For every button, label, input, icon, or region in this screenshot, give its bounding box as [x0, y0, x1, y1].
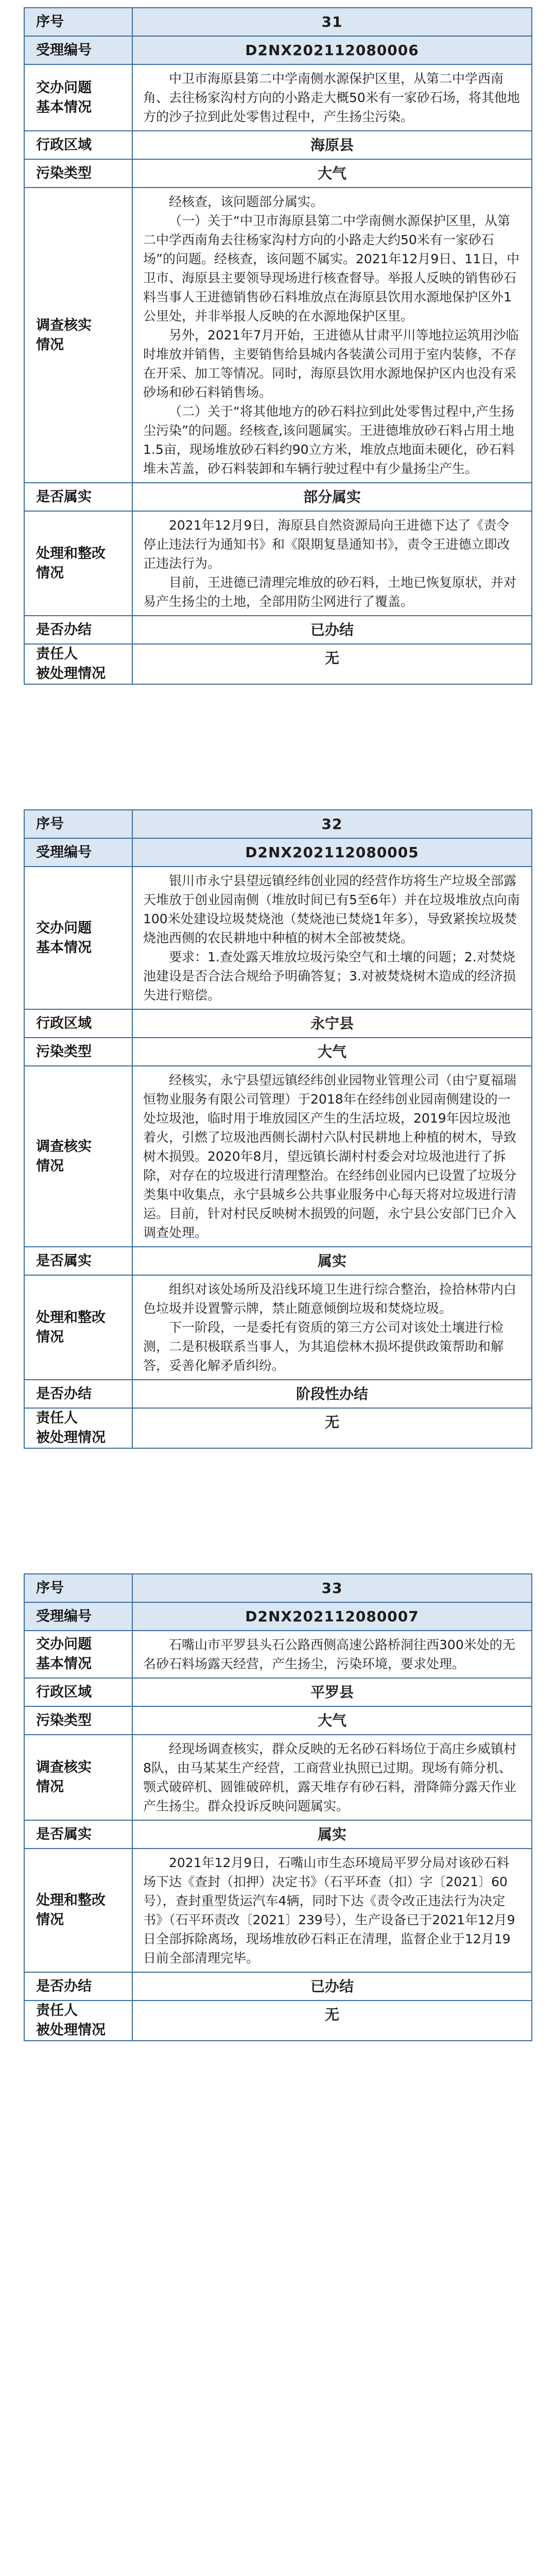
accept-no-row [25, 36, 531, 64]
investigation-value [133, 1066, 531, 1246]
handling-paragraph: 目前，王进德已清理完堆放的砂石料，土地已恢复原状，并对易产生扬尘的土地，全部用防尘网进行了覆盖。 [143, 575, 517, 609]
accountability-label: 责任人 被处理情况 [25, 1409, 133, 1448]
is_closed-value: 阶段性办结 [296, 1385, 368, 1402]
investigation-row [25, 1734, 531, 1820]
basic_info-label: 交办问题 基本情况 [25, 867, 133, 1009]
record-list [0, 7, 556, 2041]
investigation-label: 调查核实 情况 [25, 1066, 133, 1246]
basic-info-paragraph: 要求：1.查处露天堆放垃圾污染空气和土壤的问题；2.对焚烧池建设是否合法合规给予明确答复；3.对被焚烧树木造成的经济损失进行赔偿。 [143, 950, 516, 1003]
seq-value: 32 [133, 810, 531, 838]
basic-info-paragraph: 中卫市海原县第二中学南侧水源保护区里，从第二中学西南角、去往杨家沟村方向的小路走大概50米有一家砂石场，将其他地方的沙子拉到此处零售过程中，产生扬尘污染。 [143, 71, 520, 124]
is_closed-value: 已办结 [310, 1978, 354, 1995]
accountability-row [25, 643, 531, 684]
seq-row [25, 8, 531, 36]
pollution-value: 大气 [317, 1712, 346, 1729]
pollution-value: 大气 [317, 165, 346, 182]
region-label: 行政区域 [25, 1679, 133, 1706]
pollution-row [25, 1706, 531, 1734]
is_true-value: 部分属实 [303, 488, 361, 505]
handling-paragraph: 组织对该处场所及沿线环境卫生进行综合整治，捡拾林带内白色垃圾并设置警示牌，禁止随意倾倒垃圾和焚烧垃圾。 [143, 1282, 517, 1316]
accountability-value: 无 [324, 650, 339, 667]
record-card [24, 7, 532, 685]
accountability-label: 责任人 被处理情况 [25, 645, 133, 684]
region-row [25, 1009, 531, 1037]
handling-paragraph: 2021年12月9日，海原县自然资源局向王进德下达了《责令停止违法行为通知书》和《限期复垦通知书》，责令王进德立即改正违法行为。 [143, 518, 510, 571]
investigation-paragraph: （一）关于“中卫市海原县第二中学南侧水源保护区里，从第二中学西南角去往杨家沟村方向的小路走大约50米有一家砂石场”的问题。经核查，该问题不属实。2021年12月9日、11日，中卫市、海原县主要领导现场进行核查督导。举报人反映的销售砂石料当事人王进德销售砂石料堆放点在海原县饮用水源地保护区外1公里处，并非举报人反映的在水源地保护区里。 [143, 213, 520, 324]
region-value: 海原县 [310, 137, 354, 154]
handling-paragraph: 2021年12月9日，石嘴山市生态环境局平罗分局对该砂石料场下达《查封（扣押）决定书》（石平环查（扣）字〔2021〕60号），查封重型货运汽车4辆，同时下达《责令改正违法行为决定书》（石平环责改〔2021〕239号），生产设备已于2021年12月9日全部拆除离场，现场堆放砂石料正在清理，监督企业于12月19日前全部清理完毕。 [143, 1855, 515, 1965]
card-gap [0, 1480, 556, 1573]
basic-info-row [25, 866, 531, 1009]
pollution-label: 污染类型 [25, 1038, 133, 1065]
handling-paragraph: 下一阶段，一是委托有资质的第三方公司对该处土壤进行检测，二是积极联系当事人，为其追偿林木损坏提供政策帮助和解答，妥善化解矛盾纠纷。 [143, 1320, 504, 1373]
investigation-paragraph: （二）关于“将其他地方的砂石料拉到此处零售过程中,产生扬尘污染”的问题。经核查,该问题属实。王进德堆放砂石料占用土地1.5亩，现场堆放砂石料约90立方米，堆放点地面未硬化，砂石料堆未苫盖，砂石料装卸和车辆行驶过程中有少量扬尘产生。 [143, 404, 515, 476]
seq-label: 序号 [25, 1574, 133, 1602]
accountability-row [25, 1408, 531, 1448]
is_closed-label: 是否办结 [25, 1380, 133, 1408]
investigation-value [133, 188, 531, 482]
investigation-label: 调查核实 情况 [25, 1735, 133, 1820]
accountability-value: 无 [324, 2006, 339, 2023]
handling-value [133, 512, 531, 615]
basic-info-row [25, 64, 531, 130]
accept_no-value: D2NX202112080006 [133, 37, 531, 64]
basic-info-paragraph: 银川市永宁县望远镇经纬创业园的经营作坊将生产垃圾全部露天堆放于创业园南侧（堆放时间已有5至6年）并在垃圾堆放点向南100米处建设垃圾焚烧池（焚烧池已焚烧1年多），导致紧挨垃圾焚烧池西侧的农民耕地中种植的树木全部被焚烧。 [143, 873, 520, 945]
is-true-row [25, 482, 531, 511]
is-true-row [25, 1820, 531, 1848]
basic-info-paragraph: 石嘴山市平罗县头石公路西侧高速公路桥洞往西300米处的无名砂石料场露天经营，产生扬尘，污染环境，要求处理。 [143, 1637, 515, 1671]
basic_info-value [133, 867, 531, 1009]
seq-value: 33 [133, 1574, 531, 1602]
investigation-paragraph: 另外，2021年7月开始，王进德从甘肃平川等地拉运筑用沙临时堆放并销售，主要销售给县城内各装潢公司用于室内装修，不存在开采、加工等情况。同时，海原县饮用水源地保护区内也没有采砂场和砂石料销售场。 [143, 328, 519, 400]
handling-value [133, 1849, 531, 1972]
seq-row [25, 810, 531, 838]
handling-label: 处理和整改 情况 [25, 512, 133, 615]
handling-label: 处理和整改 情况 [25, 1849, 133, 1972]
handling-row [25, 1275, 531, 1379]
accept-no-row [25, 1602, 531, 1630]
is_true-label: 是否属实 [25, 1821, 133, 1848]
is_closed-value: 已办结 [310, 621, 354, 638]
investigation-row [25, 187, 531, 482]
accountability-label: 责任人 被处理情况 [25, 2001, 133, 2040]
region-row [25, 130, 531, 159]
region-label: 行政区域 [25, 1010, 133, 1037]
accept_no-value: D2NX202112080005 [133, 839, 531, 866]
investigation-paragraph: 经核实，永宁县望远镇经纬创业园物业管理公司（由宁夏福瑞恒物业服务有限公司管理）于2018年在经纬创业园南侧建设的一处垃圾池，临时用于堆放园区产生的生活垃圾，2019年因垃圾池着火，引燃了垃圾池西侧长湖村六队村民耕地上种植的树木，导致树木损毁。2020年8月，望远镇长湖村村委会对垃圾池进行了拆除，对存在的垃圾进行清理整治。在经纬创业园内已设置了垃圾分类集中收集点，永宁县城乡公共事业服务中心每天将对垃圾进行清运。目前，针对村民反映树木损毁的问题，永宁县公安部门已介入调查处理。 [143, 1073, 517, 1240]
accept-no-row [25, 838, 531, 866]
record-card [24, 809, 532, 1449]
region-label: 行政区域 [25, 131, 133, 159]
is-closed-row [25, 1379, 531, 1408]
pollution-row [25, 1037, 531, 1065]
basic_info-label: 交办问题 基本情况 [25, 65, 133, 130]
accept_no-label: 受理编号 [25, 839, 133, 866]
investigation-label: 调查核实 情况 [25, 188, 133, 482]
seq-row [25, 1574, 531, 1602]
is_closed-label: 是否办结 [25, 1973, 133, 2000]
pollution-label: 污染类型 [25, 1707, 133, 1734]
pollution-row [25, 159, 531, 187]
seq-label: 序号 [25, 810, 133, 838]
seq-value: 31 [133, 8, 531, 36]
card-gap [0, 716, 556, 809]
is-closed-row [25, 615, 531, 643]
basic_info-value [133, 1631, 531, 1677]
is_true-value: 属实 [317, 1252, 346, 1269]
is-closed-row [25, 1972, 531, 2000]
accountability-value: 无 [324, 1414, 339, 1431]
is_closed-label: 是否办结 [25, 616, 133, 643]
investigation-row [25, 1065, 531, 1246]
seq-label: 序号 [25, 8, 133, 36]
handling-row [25, 1848, 531, 1972]
region-row [25, 1677, 531, 1706]
accept_no-value: D2NX202112080007 [133, 1603, 531, 1630]
pollution-label: 污染类型 [25, 160, 133, 187]
basic-info-row [25, 1630, 531, 1677]
region-value: 永宁县 [310, 1015, 354, 1032]
accountability-row [25, 2000, 531, 2040]
basic_info-value [133, 65, 531, 130]
handling-value [133, 1276, 531, 1379]
accept_no-label: 受理编号 [25, 37, 133, 64]
pollution-value: 大气 [317, 1043, 346, 1060]
investigation-paragraph: 经现场调查核实，群众反映的无名砂石料场位于高庄乡威镇村8队，由马某某生产经营，工商营业执照已过期。现场有筛分机、颚式破碎机、圆锥破碎机，露天堆存有砂石料，滑降筛分露天作业产生扬尘。群众投诉反映问题属实。 [143, 1741, 517, 1814]
investigation-paragraph: 经核查，该问题部分属实。 [169, 194, 324, 209]
record-card [24, 1573, 532, 2041]
handling-label: 处理和整改 情况 [25, 1276, 133, 1379]
is_true-value: 属实 [317, 1826, 346, 1843]
accept_no-label: 受理编号 [25, 1603, 133, 1630]
basic_info-label: 交办问题 基本情况 [25, 1631, 133, 1677]
is_true-label: 是否属实 [25, 483, 133, 511]
is-true-row [25, 1246, 531, 1275]
region-value: 平罗县 [310, 1684, 354, 1701]
investigation-value [133, 1735, 531, 1820]
handling-row [25, 511, 531, 615]
is_true-label: 是否属实 [25, 1247, 133, 1275]
